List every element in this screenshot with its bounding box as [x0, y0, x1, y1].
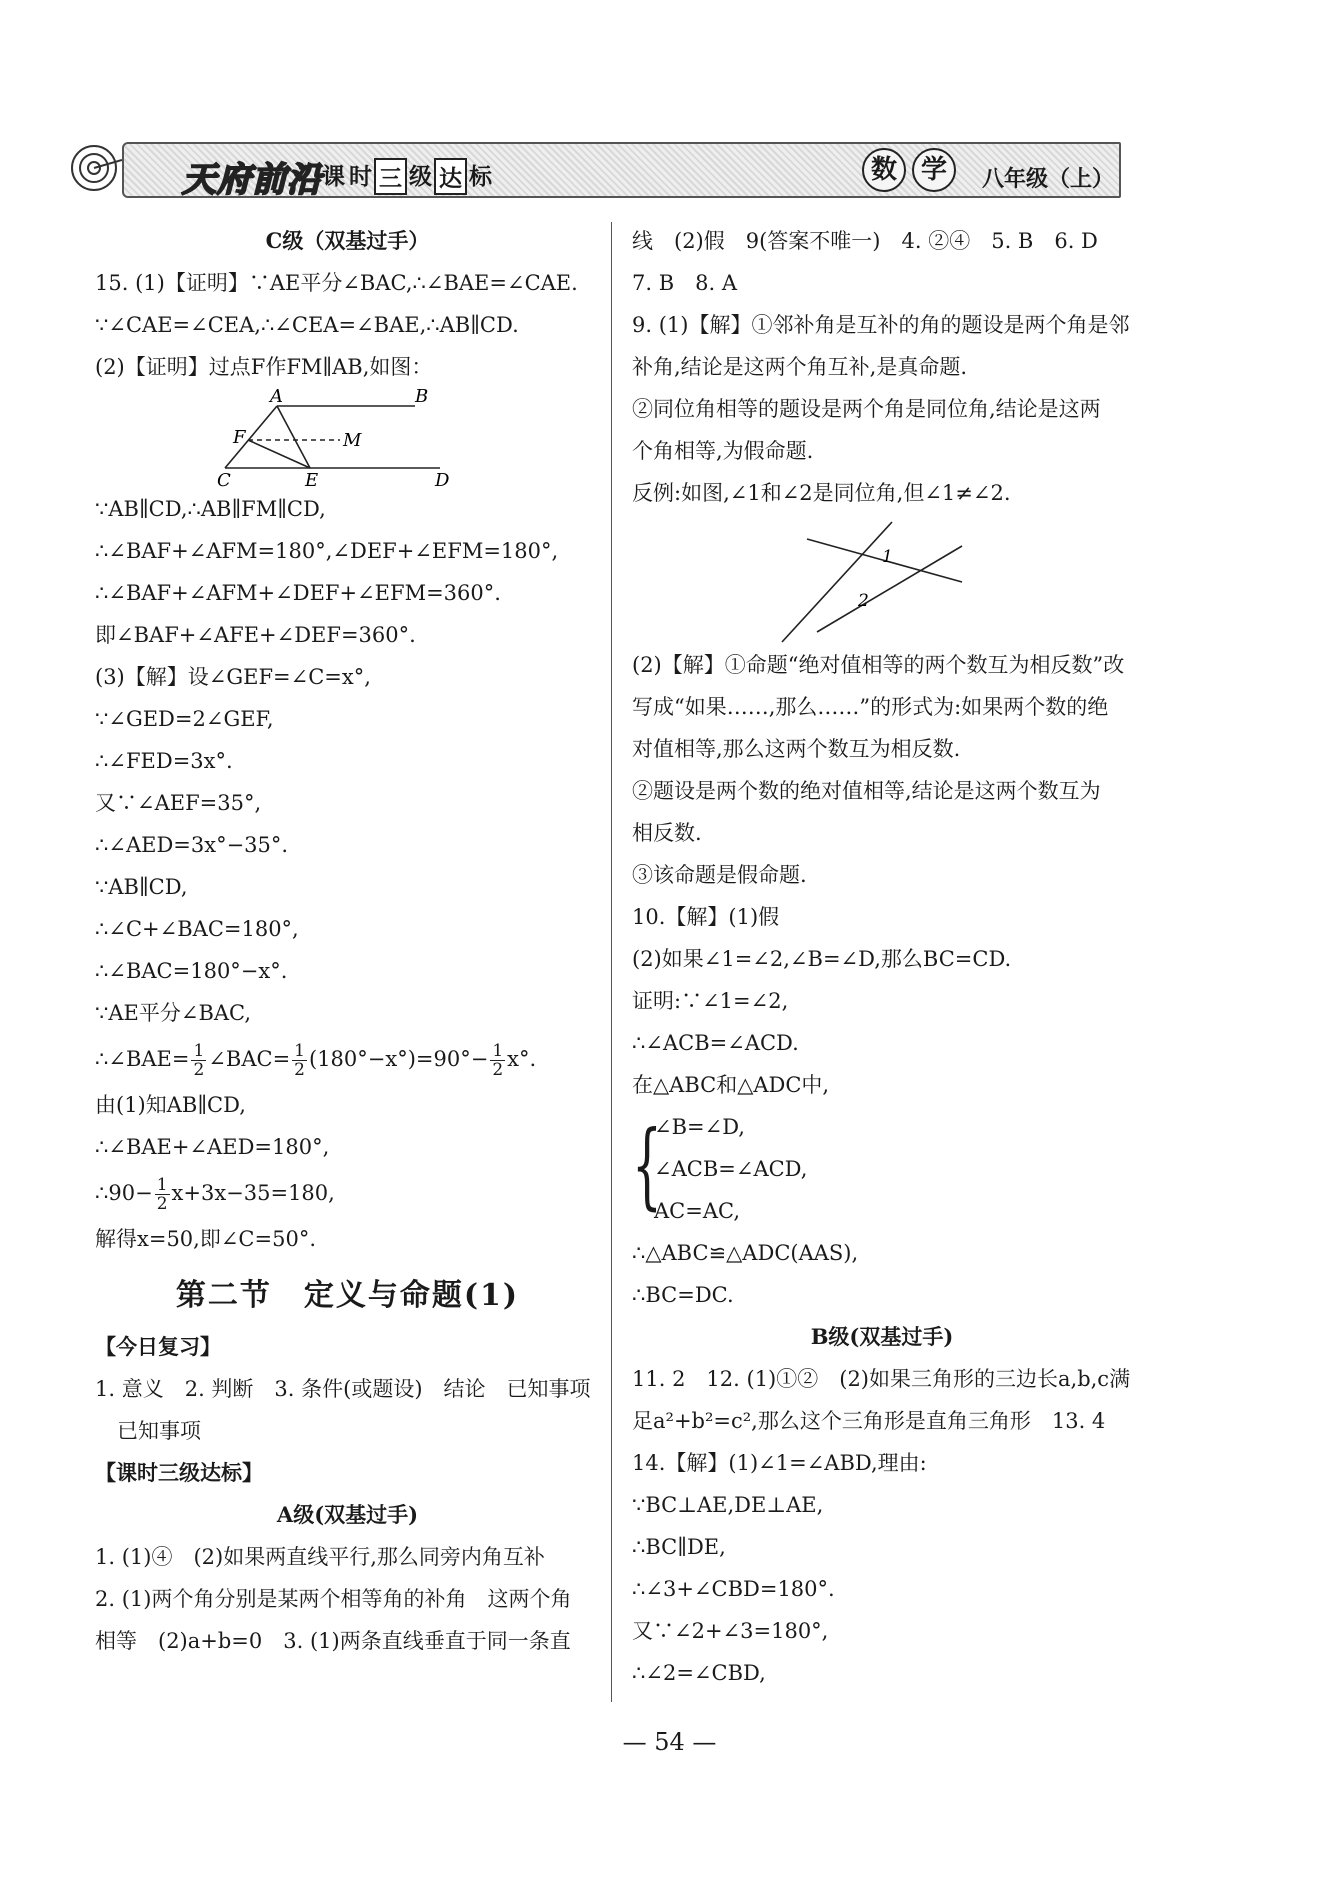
text-line: ∴∠BAE+∠AED=180°,: [95, 1135, 330, 1159]
text-line: 解得x=50,即∠C=50°.: [95, 1227, 316, 1251]
text-line: 2. (1)两个角分别是某两个相等角的补角 这两个角: [95, 1587, 572, 1611]
brace-line: ∠B=∠D,: [654, 1115, 745, 1139]
text-line: (2)如果∠1=∠2,∠B=∠D,那么BC=CD.: [632, 947, 1012, 971]
level-heading: C级（双基过手）: [265, 228, 430, 253]
text-line: ∴∠BAC=180°−x°.: [95, 959, 288, 983]
text-line: ∴∠BAF+∠AFM=180°,∠DEF+∠EFM=180°,: [95, 539, 559, 563]
text-line: ∵BC⊥AE,DE⊥AE,: [632, 1493, 824, 1517]
point-label: D: [435, 470, 450, 488]
numerator: 1: [193, 1041, 205, 1061]
text-line: ∴∠ACB=∠ACD.: [632, 1031, 799, 1055]
text-segment: x+3x−35=180,: [171, 1181, 335, 1205]
text-line: 7. B 8. A: [632, 271, 738, 295]
text-line: 补角,结论是这两个角互补,是真命题.: [632, 355, 968, 379]
condition-brace: [632, 1106, 1132, 1232]
section-title: 第二节 定义与命题(1): [175, 1278, 520, 1313]
text-line: 已知事项: [117, 1419, 201, 1443]
review-heading: 【今日复习】: [95, 1334, 221, 1359]
text-line: 个角相等,为假命题.: [632, 439, 814, 463]
fraction: [490, 1042, 505, 1079]
text-line: 相反数.: [632, 821, 702, 845]
series-char: 标: [469, 164, 492, 190]
text-line: (2)【解】①命题“绝对值相等的两个数互为相反数”改: [632, 653, 1125, 677]
text-line: ∵AB∥CD,: [95, 875, 188, 899]
point-label: A: [270, 388, 283, 407]
denominator: 2: [193, 1060, 205, 1080]
angle-label: 1: [882, 547, 893, 567]
series-title: [320, 158, 494, 195]
target-arrow-icon: [70, 142, 122, 194]
page-number: — 54 —: [622, 1728, 717, 1756]
column-divider: [611, 222, 612, 1702]
text-line: ∴∠3+∠CBD=180°.: [632, 1577, 835, 1601]
geometry-figure-parallel: [95, 388, 600, 488]
text-line: 9. (1)【解】①邻补角是互补的角的题设是两个角是邻: [632, 313, 1130, 337]
series-char: 课: [322, 164, 345, 190]
denominator: 2: [156, 1194, 168, 1214]
fraction-line: [95, 1034, 600, 1084]
point-label: E: [305, 470, 319, 488]
text-line: ∵∠GED=2∠GEF,: [95, 707, 274, 731]
numerator: 1: [294, 1041, 305, 1061]
text-segment: ∴∠BAE=: [95, 1047, 190, 1071]
geometry-figure-corresponding-angles: [632, 514, 1132, 644]
text-line: 足a²+b²=c²,那么这个三角形是直角三角形 13. 4: [632, 1409, 1106, 1433]
standard-heading: 【课时三级达标】: [95, 1460, 263, 1485]
page-header: [62, 132, 1122, 204]
denominator: 2: [492, 1060, 504, 1080]
text-line: ∵AE平分∠BAC,: [95, 1001, 252, 1025]
point-label: M: [343, 430, 362, 451]
right-column: [632, 220, 1132, 1694]
numerator: 1: [492, 1041, 504, 1061]
text-line: ∴△ABC≌△ADC(AAS),: [632, 1241, 859, 1265]
subject-char: 学: [912, 148, 956, 192]
brace-line: ∠ACB=∠ACD,: [654, 1157, 808, 1181]
brace-icon: {: [632, 1111, 662, 1220]
point-label: C: [217, 470, 231, 488]
fraction: [292, 1042, 307, 1079]
series-char: 三: [374, 158, 407, 195]
text-line: 即∠BAF+∠AFE+∠DEF=360°.: [95, 623, 416, 647]
text-line: ②题设是两个数的绝对值相等,结论是这两个数互为: [632, 779, 1101, 803]
denominator: 2: [294, 1060, 305, 1080]
text-line: 相等 (2)a+b=0 3. (1)两条直线垂直于同一条直: [95, 1629, 571, 1653]
series-char: 达: [434, 158, 467, 195]
subject-label: [862, 148, 956, 192]
text-line: 1. (1)④ (2)如果两直线平行,那么同旁内角互补: [95, 1545, 545, 1569]
series-char: 时: [349, 164, 372, 190]
text-line: ∴BC∥DE,: [632, 1535, 726, 1559]
text-line: ∴∠2=∠CBD,: [632, 1661, 766, 1685]
text-segment: ∠BAC=: [208, 1047, 291, 1071]
text-line: (2)【证明】过点F作FM∥AB,如图：: [95, 355, 433, 379]
point-label: B: [415, 388, 429, 407]
text-line: 14.【解】(1)∠1=∠ABD,理由:: [632, 1451, 927, 1475]
series-char: 级: [409, 164, 432, 190]
point-label: F: [233, 427, 246, 448]
fraction: [191, 1042, 206, 1079]
text-line: 15. (1)【证明】∵AE平分∠BAC,∴∠BAE=∠CAE.: [95, 271, 578, 295]
text-segment: (180°−x°)=90°−: [309, 1047, 489, 1071]
text-line: 11. 2 12. (1)①② (2)如果三角形的三边长a,b,c满: [632, 1367, 1131, 1391]
left-column: [95, 220, 600, 1662]
fraction: [155, 1176, 170, 1213]
text-segment: ∴90−: [95, 1181, 153, 1205]
fraction-line: [95, 1168, 600, 1218]
text-line: ③该命题是假命题.: [632, 863, 807, 887]
level-heading: A级(双基过手): [276, 1502, 419, 1527]
angle-label: 2: [858, 591, 869, 611]
text-line: (3)【解】设∠GEF=∠C=x°,: [95, 665, 371, 689]
level-heading: B级(双基过手): [810, 1324, 954, 1349]
subject-char: 数: [862, 148, 906, 192]
text-line: 10.【解】(1)假: [632, 905, 780, 929]
text-line: 1. 意义 2. 判断 3. 条件(或题设) 结论 已知事项: [95, 1377, 591, 1401]
text-line: 又∵∠2+∠3=180°,: [632, 1619, 829, 1643]
text-line: ∴∠AED=3x°−35°.: [95, 833, 289, 857]
text-line: ∴BC=DC.: [632, 1283, 734, 1307]
text-line: 在△ABC和△ADC中,: [632, 1073, 830, 1097]
text-line: 线 (2)假 9(答案不唯一) 4. ②④ 5. B 6. D: [632, 229, 1098, 253]
text-line: ∵AB∥CD,∴AB∥FM∥CD,: [95, 497, 326, 521]
brand-title: 天府前沿: [182, 160, 322, 200]
brace-line: AC=AC,: [654, 1199, 740, 1223]
text-line: 证明:∵∠1=∠2,: [632, 989, 789, 1013]
text-segment: x°.: [507, 1047, 537, 1071]
text-line: ∴∠BAF+∠AFM+∠DEF+∠EFM=360°.: [95, 581, 501, 605]
text-line: ∴∠FED=3x°.: [95, 749, 233, 773]
text-line: 又∵∠AEF=35°,: [95, 791, 262, 815]
text-line: 对值相等,那么这两个数互为相反数.: [632, 737, 961, 761]
text-line: ∴∠C+∠BAC=180°,: [95, 917, 299, 941]
text-line: ∵∠CAE=∠CEA,∴∠CEA=∠BAE,∴AB∥CD.: [95, 313, 519, 337]
text-line: 由(1)知AB∥CD,: [95, 1093, 246, 1117]
numerator: 1: [156, 1175, 168, 1195]
text-line: 写成“如果……,那么……”的形式为:如果两个数的绝: [632, 695, 1109, 719]
grade-label: 八年级（上）: [982, 167, 1115, 192]
text-line: 反例:如图,∠1和∠2是同位角,但∠1≠∠2.: [632, 481, 1011, 505]
text-line: ②同位角相等的题设是两个角是同位角,结论是这两: [632, 397, 1101, 421]
